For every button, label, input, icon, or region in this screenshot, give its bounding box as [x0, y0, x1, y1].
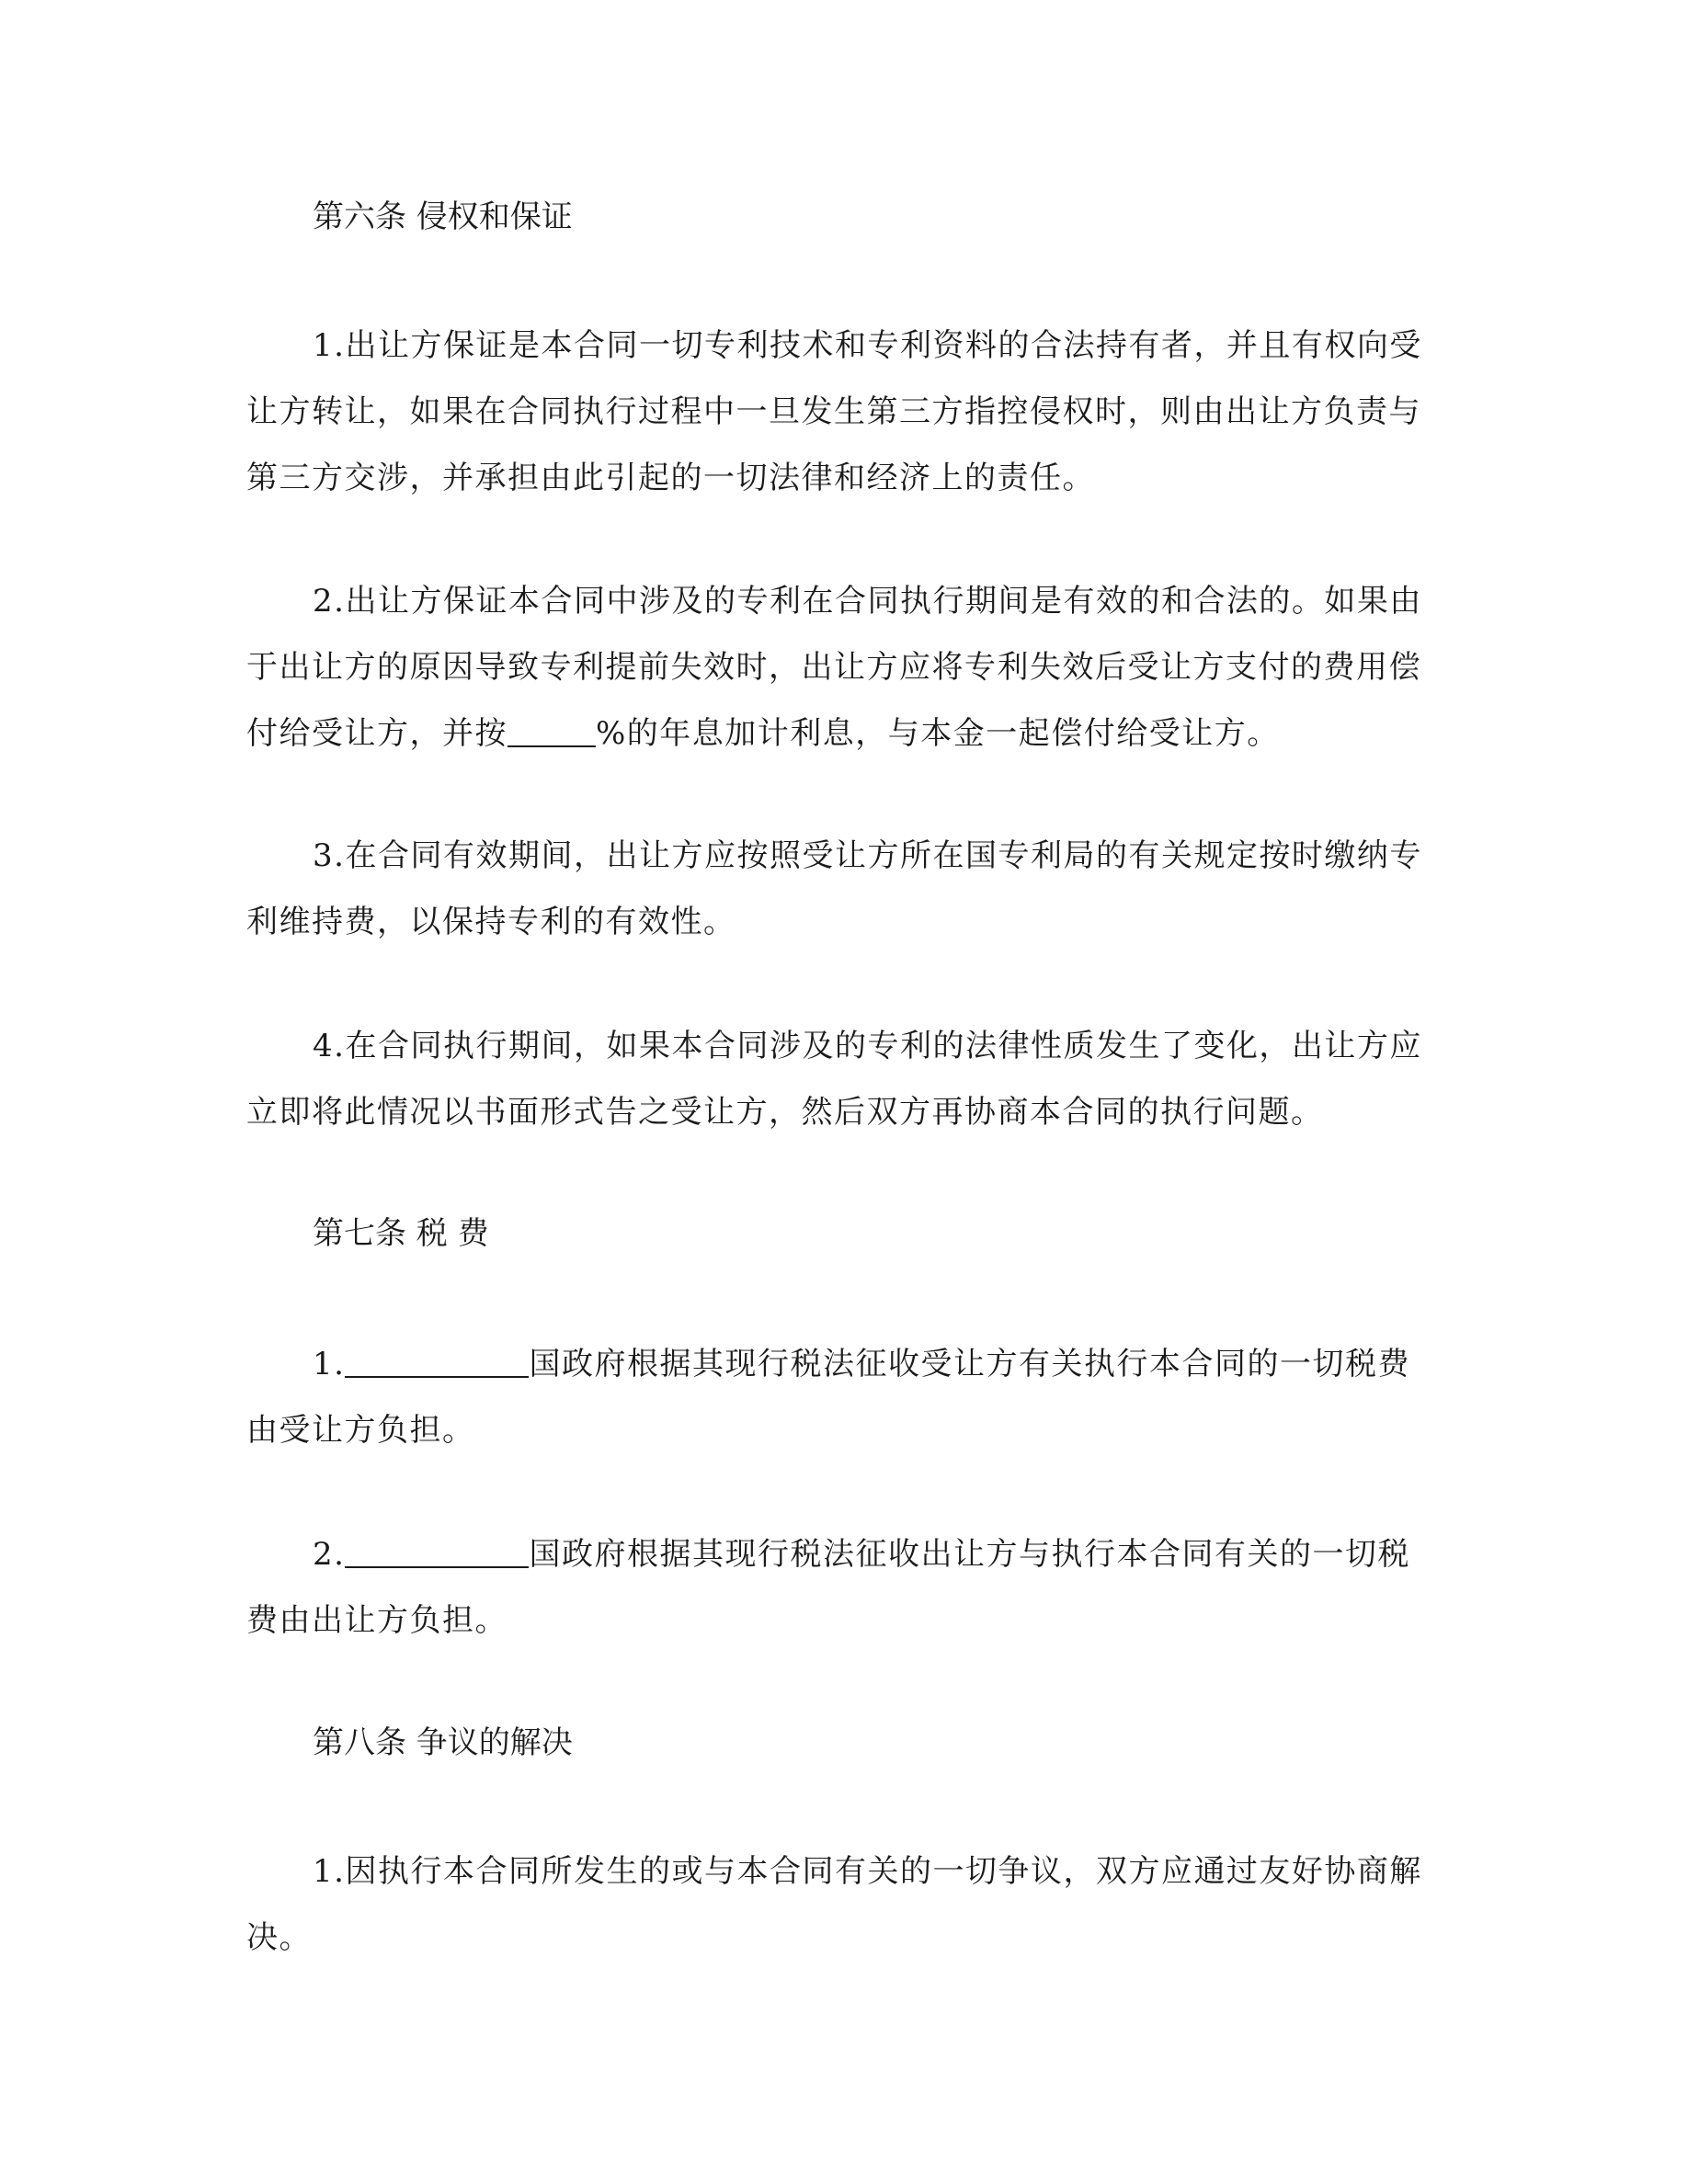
- clause-text: 国政府根据其现行税法征收出让方与执行本合同有关的一切税: [529, 1536, 1410, 1573]
- clause-line: 于出让方的原因导致专利提前失效时，出让方应将专利失效后受让方支付的费用偿: [246, 649, 1421, 686]
- clause-line: 决。: [246, 1919, 312, 1956]
- country-blank[interactable]: [345, 1348, 529, 1378]
- clause-line: 让方转让，如果在合同执行过程中一旦发生第三方指控侵权时，则由出让方负责与: [246, 393, 1421, 430]
- article-7-heading: 第七条 税 费: [313, 1215, 489, 1252]
- clause-text: %的年息加计利息，与本金一起偿付给受让方。: [596, 715, 1280, 752]
- clause-line: 2.出让方保证本合同中涉及的专利在合同执行期间是有效的和合法的。如果由: [313, 583, 1422, 620]
- clause-line: 1.出让方保证是本合同一切专利技术和专利资料的合法持有者，并且有权向受: [313, 327, 1422, 364]
- article-6-clause-4: [246, 1013, 1442, 1145]
- clause-text: 付给受让方，并按: [246, 715, 508, 752]
- article-6-clause-2: [246, 568, 1442, 767]
- clause-line: [246, 1521, 1442, 1587]
- clause-line: 利维持费，以保持专利的有效性。: [246, 904, 736, 940]
- country-blank[interactable]: [345, 1539, 529, 1568]
- clause-line: [246, 700, 1442, 767]
- article-7-clause-1: [246, 1331, 1442, 1463]
- clause-line: 由受让方负担。: [246, 1412, 475, 1449]
- article-7-clause-2: [246, 1521, 1442, 1654]
- clause-line: 立即将此情况以书面形式告之受让方，然后双方再协商本合同的执行问题。: [246, 1094, 1324, 1131]
- clause-line: 4.在合同执行期间，如果本合同涉及的专利的法律性质发生了变化，出让方应: [313, 1028, 1422, 1064]
- article-6-clause-3: [246, 823, 1442, 955]
- clause-number: 1.: [313, 1346, 346, 1382]
- clause-number: 2.: [313, 1536, 346, 1573]
- article-6-heading: 第六条 侵权和保证: [313, 199, 573, 235]
- clause-line: 1.因执行本合同所发生的或与本合同有关的一切争议，双方应通过友好协商解: [313, 1853, 1422, 1890]
- clause-line: 3.在合同有效期间，出让方应按照受让方所在国专利局的有关规定按时缴纳专: [313, 837, 1422, 874]
- clause-line: 第三方交涉，并承担由此引起的一切法律和经济上的责任。: [246, 460, 1095, 496]
- article-8-clause-1: [246, 1838, 1442, 1971]
- clause-line: 费由出让方负担。: [246, 1602, 508, 1639]
- article-6-clause-1: [246, 313, 1442, 511]
- article-8-heading: 第八条 争议的解决: [313, 1724, 573, 1761]
- interest-rate-blank[interactable]: [508, 718, 596, 747]
- clause-line: [246, 1331, 1442, 1397]
- clause-text: 国政府根据其现行税法征收受让方有关执行本合同的一切税费: [529, 1346, 1410, 1382]
